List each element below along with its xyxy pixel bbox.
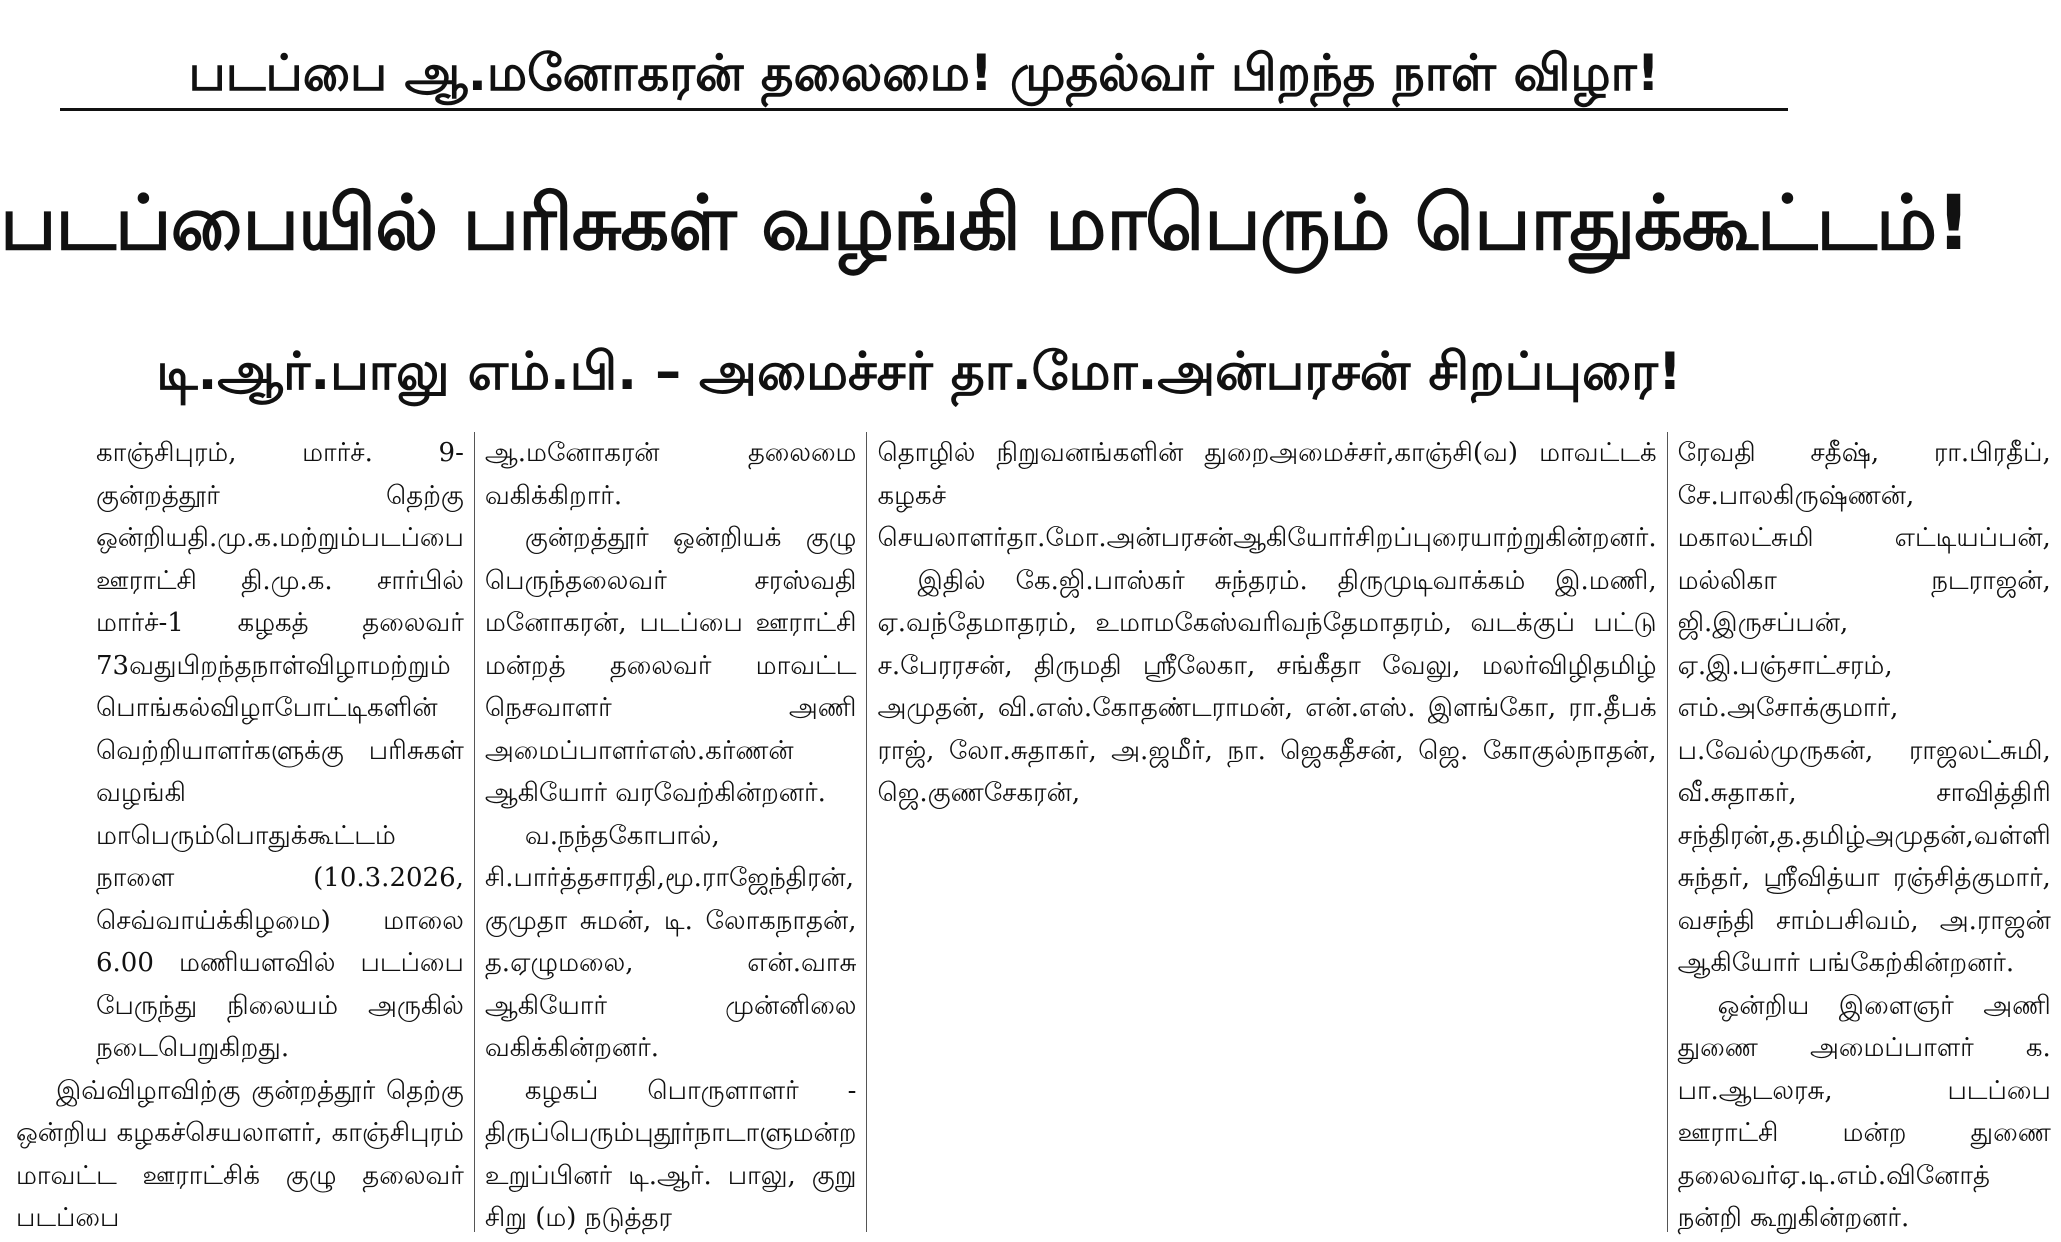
article-column-4 bbox=[1667, 432, 2061, 1232]
article-body bbox=[6, 432, 2051, 1233]
article-column-1 bbox=[6, 432, 474, 1232]
paragraph: இவ்விழாவிற்கு குன்றத்தூர் தெற்கு ஒன்றிய கழகச்செயலாளர், காஞ்சிபுரம் மாவட்ட ஊராட்சிக் குழு தலைவர் படப்பை bbox=[16, 1075, 464, 1233]
paragraph: காஞ்சிபுரம், மார்ச். 9- குன்றத்தூர் தெற்கு ஒன்றியதி.மு.க.மற்றும்படப்பை ஊராட்சி தி.மு.க. சார்பில் மார்ச்-1 கழகத் தலைவர் 73வதுபிறந்தநாள்விழாமற்றும் பொங்கல்விழாபோட்டிகளின் வெற்றியாளர்களுக்கு பரிசுகள் வழங்கி மாபெரும்பொதுக்கூட்டம் நாளை (10.3.2026, செவ்வாய்க்கிழமை) மாலை 6.00 மணியளவில் படப்பை பேருந்து நிலையம் அருகில் நடைபெறுகிறது. bbox=[96, 438, 464, 1063]
paragraph: ஒன்றிய இளைஞர் அணி துணை அமைப்பாளர் க. பா.ஆடலரசு, படப்பை ஊராட்சி மன்ற துணை தலைவர்ஏ.டி.எம்.வினோத் நன்றி கூறுகின்றனர். bbox=[1677, 990, 2051, 1233]
paragraph: குன்றத்தூர் ஒன்றியக் குழு பெருந்தலைவர் சரஸ்வதி மனோகரன், படப்பை ஊராட்சி மன்றத் தலைவர் மாவட்ட நெசவாளர் அணி அமைப்பாளர்எஸ்.கர்ணன் ஆகியோர் வரவேற்கின்றனர். bbox=[484, 523, 857, 808]
paragraph: ஆ.மனோகரன் தலைமை வகிக்கிறார். bbox=[484, 438, 857, 511]
paragraph: வ.நந்தகோபால், சி.பார்த்தசாரதி,மூ.ராஜேந்திரன், குமுதா சுமன், டி. லோகநாதன், த.ஏழுமலை, என்.வாசு ஆகியோர் முன்னிலை வகிக்கின்றனர். bbox=[484, 820, 857, 1063]
paragraph: ரேவதி சதீஷ், ரா.பிரதீப், சே.பாலகிருஷ்ணன், மகாலட்சுமி எட்டியப்பன், மல்லிகா நடராஜன், ஜி.இருசப்பன், ஏ.இ.பஞ்சாட்சரம், எம்.அசோக்குமார், ப.வேல்முருகன், ராஜலட்சுமி, வீ.சுதாகர், சாவித்திரி சந்திரன்,த.தமிழ்அமுதன்,வள்ளி சுந்தர், ஸ்ரீவித்யா ரஞ்சித்குமார், வசந்தி சாம்பசிவம், அ.ராஜன் ஆகியோர் பங்கேற்கின்றனர். bbox=[1677, 438, 2051, 978]
paragraph: தொழில் நிறுவனங்களின் துறைஅமைச்சர்,காஞ்சி(வ) மாவட்டக் கழகச் செயலாளர்தா.மோ.அன்பரசன்ஆகியோர்சிறப்புரையாற்றுகின்றனர். bbox=[877, 438, 1657, 553]
article-column-2 bbox=[474, 432, 867, 1232]
paragraph: கழகப் பொருளாளர் - திருப்பெரும்புதூர்நாடாளுமன்ற உறுப்பினர் டி.ஆர். பாலு, குறு சிறு (ம) நடுத்தர bbox=[484, 1075, 857, 1233]
kicker-headline: படப்பை ஆ.மனோகரன் தலைமை! முதல்வர் பிறந்த நாள் விழா! bbox=[60, 38, 1788, 111]
main-headline: படப்பையில் பரிசுகள் வழங்கி மாபெரும் பொதுக்கூட்டம்! bbox=[0, 178, 1970, 267]
paragraph: இதில் கே.ஜி.பாஸ்கர் சுந்தரம். திருமுடிவாக்கம் இ.மணி, ஏ.வந்தேமாதரம், உமாமகேஸ்வரிவந்தேமாதரம், வடக்குப் பட்டு ச.பேரரசன், திருமதி ஸ்ரீலேகா, சங்கீதா வேலு, மலர்விழிதமிழ் அமுதன், வி.எஸ்.கோதண்டராமன், என்.எஸ். இளங்கோ, ரா.தீபக் ராஜ், லோ.சுதாகர், அ.ஜமீர், நா. ஜெகதீசன், ஜெ. கோகுல்நாதன், ஜெ.குணசேகரன், bbox=[877, 565, 1657, 808]
sub-headline: டி.ஆர்.பாலு எம்.பி. – அமைச்சர் தா.மோ.அன்பரசன் சிறப்புரை! bbox=[156, 342, 1682, 402]
article-column-3 bbox=[866, 432, 1666, 1232]
